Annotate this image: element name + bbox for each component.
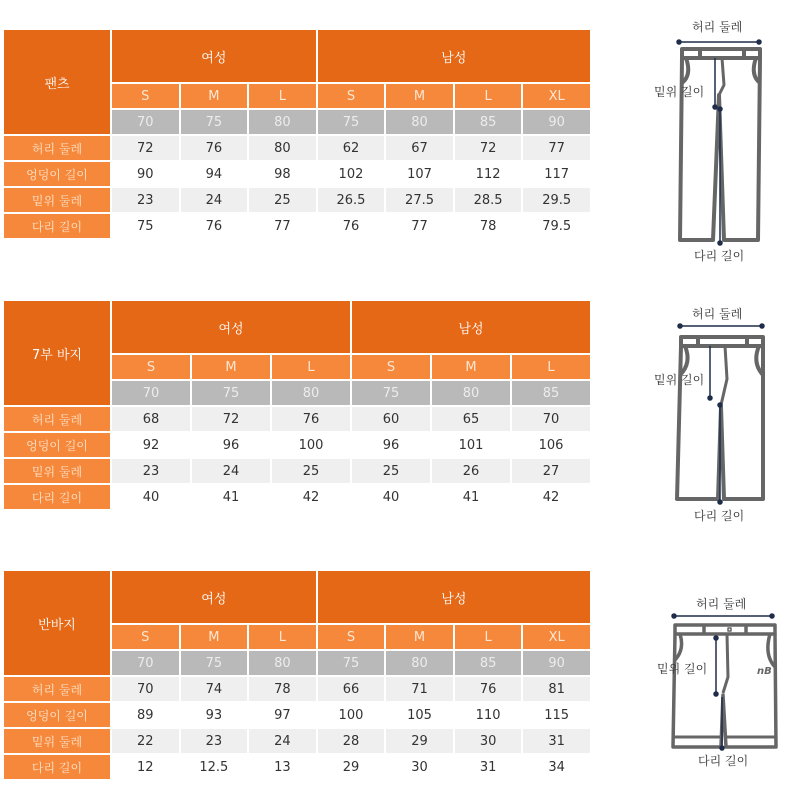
size-number: 80 bbox=[272, 381, 350, 405]
value-cell: 28.5 bbox=[455, 188, 522, 212]
table-row bbox=[4, 459, 590, 483]
size-label: S bbox=[112, 84, 179, 108]
size-label: S bbox=[352, 355, 430, 379]
value-cell: 105 bbox=[386, 703, 453, 727]
value-cell: 78 bbox=[455, 214, 522, 238]
value-cell: 28 bbox=[318, 729, 385, 753]
value-cell: 42 bbox=[272, 485, 350, 509]
size-number: 85 bbox=[455, 110, 522, 134]
table-row bbox=[4, 188, 590, 212]
shorts-measurement-diagram bbox=[640, 585, 800, 775]
logo: nB bbox=[757, 666, 772, 677]
size-label: S bbox=[318, 625, 385, 649]
value-cell: 107 bbox=[386, 162, 453, 186]
category-label: 반바지 bbox=[4, 571, 110, 675]
value-cell: 76 bbox=[181, 136, 248, 160]
value-cell: 76 bbox=[318, 214, 385, 238]
size-number: 90 bbox=[523, 651, 590, 675]
rise-label: 밑위 길이 bbox=[654, 85, 705, 99]
row-label-waist: 허리 둘레 bbox=[4, 677, 110, 701]
row-label-waist: 허리 둘레 bbox=[4, 136, 110, 160]
value-cell: 41 bbox=[192, 485, 270, 509]
value-cell: 97 bbox=[249, 703, 316, 727]
cropped-pants-outline-icon bbox=[620, 295, 800, 525]
value-cell: 77 bbox=[523, 136, 590, 160]
value-cell: 76 bbox=[181, 214, 248, 238]
size-label: L bbox=[249, 625, 316, 649]
value-cell: 22 bbox=[112, 729, 179, 753]
row-label-hip: 엉덩이 길이 bbox=[4, 162, 110, 186]
row-label-leg: 다리 길이 bbox=[4, 214, 110, 238]
row-label-rise: 밑위 둘레 bbox=[4, 459, 110, 483]
size-label: L bbox=[512, 355, 590, 379]
value-cell: 94 bbox=[181, 162, 248, 186]
size-number: 80 bbox=[386, 651, 453, 675]
value-cell: 115 bbox=[523, 703, 590, 727]
size-label: M bbox=[386, 84, 453, 108]
rise-label: 밑위 길이 bbox=[657, 662, 708, 676]
value-cell: 101 bbox=[432, 433, 510, 457]
value-cell: 26.5 bbox=[318, 188, 385, 212]
value-cell: 26 bbox=[432, 459, 510, 483]
value-cell: 30 bbox=[386, 755, 453, 779]
waist-label: 허리 둘레 bbox=[696, 597, 747, 611]
size-label: M bbox=[386, 625, 453, 649]
value-cell: 24 bbox=[192, 459, 270, 483]
row-label-waist: 허리 둘레 bbox=[4, 407, 110, 431]
size-number: 80 bbox=[249, 110, 316, 134]
value-cell: 77 bbox=[249, 214, 316, 238]
value-cell: 112 bbox=[455, 162, 522, 186]
size-number: 75 bbox=[181, 651, 248, 675]
table-row bbox=[4, 755, 590, 779]
value-cell: 27.5 bbox=[386, 188, 453, 212]
shorts-size-table bbox=[2, 569, 592, 781]
shorts-outline-icon bbox=[640, 585, 800, 775]
size-label: S bbox=[112, 625, 179, 649]
table-row bbox=[4, 729, 590, 753]
leg-label: 다리 길이 bbox=[698, 754, 749, 768]
value-cell: 29 bbox=[386, 729, 453, 753]
size-number: 85 bbox=[512, 381, 590, 405]
value-cell: 76 bbox=[455, 677, 522, 701]
size-number: 80 bbox=[249, 651, 316, 675]
size-label: S bbox=[112, 355, 190, 379]
value-cell: 100 bbox=[272, 433, 350, 457]
row-label-hip: 엉덩이 길이 bbox=[4, 433, 110, 457]
table-row bbox=[4, 703, 590, 727]
men-header: 남성 bbox=[318, 571, 590, 623]
size-number: 70 bbox=[112, 110, 179, 134]
women-header: 여성 bbox=[112, 301, 350, 353]
value-cell: 74 bbox=[181, 677, 248, 701]
value-cell: 42 bbox=[512, 485, 590, 509]
value-cell: 70 bbox=[512, 407, 590, 431]
value-cell: 34 bbox=[523, 755, 590, 779]
value-cell: 41 bbox=[432, 485, 510, 509]
size-number: 75 bbox=[318, 651, 385, 675]
value-cell: 31 bbox=[455, 755, 522, 779]
row-label-leg: 다리 길이 bbox=[4, 755, 110, 779]
size-number: 75 bbox=[352, 381, 430, 405]
cropped-pants-size-table bbox=[2, 299, 592, 511]
value-cell: 29.5 bbox=[523, 188, 590, 212]
size-label: L bbox=[455, 84, 522, 108]
value-cell: 72 bbox=[112, 136, 179, 160]
leg-label: 다리 길이 bbox=[694, 509, 745, 523]
value-cell: 68 bbox=[112, 407, 190, 431]
value-cell: 102 bbox=[318, 162, 385, 186]
pants-size-table bbox=[2, 28, 592, 240]
value-cell: 66 bbox=[318, 677, 385, 701]
value-cell: 96 bbox=[192, 433, 270, 457]
size-label: M bbox=[181, 625, 248, 649]
value-cell: 80 bbox=[249, 136, 316, 160]
value-cell: 72 bbox=[455, 136, 522, 160]
value-cell: 23 bbox=[112, 459, 190, 483]
value-cell: 31 bbox=[523, 729, 590, 753]
value-cell: 106 bbox=[512, 433, 590, 457]
value-cell: 13 bbox=[249, 755, 316, 779]
value-cell: 62 bbox=[318, 136, 385, 160]
women-header: 여성 bbox=[112, 30, 316, 82]
value-cell: 65 bbox=[432, 407, 510, 431]
row-label-rise: 밑위 둘레 bbox=[4, 188, 110, 212]
size-number: 75 bbox=[318, 110, 385, 134]
size-label: L bbox=[455, 625, 522, 649]
table-row bbox=[4, 162, 590, 186]
size-number: 80 bbox=[432, 381, 510, 405]
size-label: XL bbox=[523, 625, 590, 649]
value-cell: 90 bbox=[112, 162, 179, 186]
cropped-pants-measurement-diagram bbox=[620, 295, 800, 525]
value-cell: 100 bbox=[318, 703, 385, 727]
value-cell: 25 bbox=[249, 188, 316, 212]
value-cell: 23 bbox=[112, 188, 179, 212]
size-number: 75 bbox=[181, 110, 248, 134]
size-label: M bbox=[432, 355, 510, 379]
table-row bbox=[4, 407, 590, 431]
size-label: S bbox=[318, 84, 385, 108]
value-cell: 70 bbox=[112, 677, 179, 701]
size-label: M bbox=[181, 84, 248, 108]
men-header: 남성 bbox=[318, 30, 590, 82]
value-cell: 93 bbox=[181, 703, 248, 727]
value-cell: 75 bbox=[112, 214, 179, 238]
table-row bbox=[4, 677, 590, 701]
size-label: L bbox=[249, 84, 316, 108]
table-row bbox=[4, 485, 590, 509]
value-cell: 77 bbox=[386, 214, 453, 238]
value-cell: 24 bbox=[181, 188, 248, 212]
value-cell: 78 bbox=[249, 677, 316, 701]
size-number: 70 bbox=[112, 651, 179, 675]
value-cell: 81 bbox=[523, 677, 590, 701]
table-row bbox=[4, 136, 590, 160]
value-cell: 117 bbox=[523, 162, 590, 186]
category-label: 팬츠 bbox=[4, 30, 110, 134]
size-label: M bbox=[192, 355, 270, 379]
value-cell: 110 bbox=[455, 703, 522, 727]
value-cell: 79.5 bbox=[523, 214, 590, 238]
value-cell: 72 bbox=[192, 407, 270, 431]
value-cell: 12 bbox=[112, 755, 179, 779]
waist-label: 허리 둘레 bbox=[692, 20, 743, 34]
value-cell: 89 bbox=[112, 703, 179, 727]
men-header: 남성 bbox=[352, 301, 590, 353]
leg-label: 다리 길이 bbox=[694, 249, 745, 263]
pants-outline-icon bbox=[620, 15, 800, 265]
value-cell: 24 bbox=[249, 729, 316, 753]
waist-label: 허리 둘레 bbox=[692, 307, 743, 321]
value-cell: 76 bbox=[272, 407, 350, 431]
row-label-hip: 엉덩이 길이 bbox=[4, 703, 110, 727]
rise-label: 밑위 길이 bbox=[654, 373, 705, 387]
women-header: 여성 bbox=[112, 571, 316, 623]
size-label: XL bbox=[523, 84, 590, 108]
value-cell: 27 bbox=[512, 459, 590, 483]
size-number: 85 bbox=[455, 651, 522, 675]
value-cell: 40 bbox=[112, 485, 190, 509]
size-number: 80 bbox=[386, 110, 453, 134]
size-number: 75 bbox=[192, 381, 270, 405]
value-cell: 29 bbox=[318, 755, 385, 779]
size-number: 90 bbox=[523, 110, 590, 134]
row-label-leg: 다리 길이 bbox=[4, 485, 110, 509]
table-row bbox=[4, 433, 590, 457]
value-cell: 60 bbox=[352, 407, 430, 431]
category-label: 7부 바지 bbox=[4, 301, 110, 405]
value-cell: 30 bbox=[455, 729, 522, 753]
value-cell: 98 bbox=[249, 162, 316, 186]
value-cell: 23 bbox=[181, 729, 248, 753]
pants-measurement-diagram bbox=[620, 15, 800, 265]
value-cell: 40 bbox=[352, 485, 430, 509]
value-cell: 71 bbox=[386, 677, 453, 701]
size-number: 70 bbox=[112, 381, 190, 405]
value-cell: 12.5 bbox=[181, 755, 248, 779]
value-cell: 67 bbox=[386, 136, 453, 160]
value-cell: 92 bbox=[112, 433, 190, 457]
row-label-rise: 밑위 둘레 bbox=[4, 729, 110, 753]
value-cell: 96 bbox=[352, 433, 430, 457]
size-label: L bbox=[272, 355, 350, 379]
value-cell: 25 bbox=[352, 459, 430, 483]
table-row bbox=[4, 214, 590, 238]
value-cell: 25 bbox=[272, 459, 350, 483]
